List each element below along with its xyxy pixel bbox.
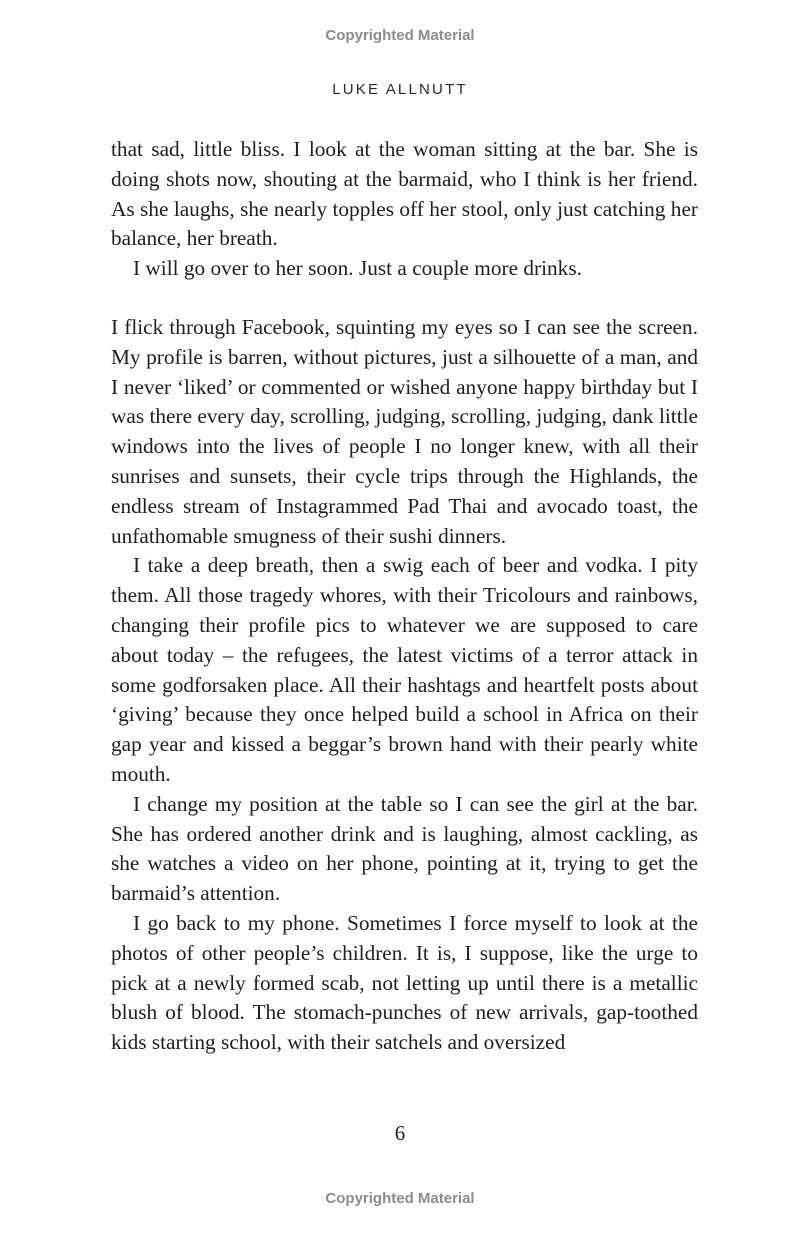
copyright-watermark-bottom: Copyrighted Material	[325, 1190, 475, 1207]
paragraph: I flick through Facebook, squinting my eyes so I can see the screen. My profile is barren, without pictures, just a silhouette of a man, and I never ‘liked’ or commented or wished anyone happy birthday but I was there every day, scrolling, judging, scrolling, judging, dank little windows into the lives of people I no longer knew, with all their sunrises and sunsets, their cycle trips through the Highlands, the endless stream of Instagrammed Pad Thai and avocado toast, the unfathomable smugness of their sushi dinners.	[111, 315, 698, 548]
body-section-2	[111, 313, 698, 1058]
paragraph: I go back to my phone. Sometimes I force myself to look at the photos of other people’s children. It is, I suppose, like the urge to pick at a newly formed scab, not letting up until there is a metallic blush of blood. The stomach-punches of new arrivals, gap-toothed kids starting school, with their satchels and oversized	[111, 910, 698, 1055]
paragraph: I change my position at the table so I can see the girl at the bar. She has ordered another drink and is laughing, almost cackling, as she watches a video on her phone, pointing at it, trying to get the barmaid’s attention.	[111, 791, 698, 906]
body-section-1	[111, 135, 698, 284]
paragraph: I take a deep breath, then a swig each of beer and vodka. I pity them. All those tragedy whores, with their Tricolours and rainbows, changing their profile pics to whatever we are supposed to care about today – the refugees, the latest victims of a terror attack in some godforsaken place. All their hashtags and heartfelt posts about ‘giving’ because they once helped build a school in Africa on their gap year and kissed a beggar’s brown hand with their pearly white mouth.	[111, 553, 698, 786]
paragraph: I will go over to her soon. Just a couple more drinks.	[133, 256, 582, 281]
copyright-watermark-top: Copyrighted Material	[325, 27, 475, 44]
running-head-author: LUKE ALLNUTT	[332, 81, 468, 98]
paragraph: that sad, little bliss. I look at the woman sitting at the bar. She is doing shots now, shouting at the barmaid, who I think is her friend. As she laughs, she nearly topples off her stool, only just catching her balance, her breath.	[111, 137, 698, 251]
page-number: 6	[394, 1121, 406, 1145]
